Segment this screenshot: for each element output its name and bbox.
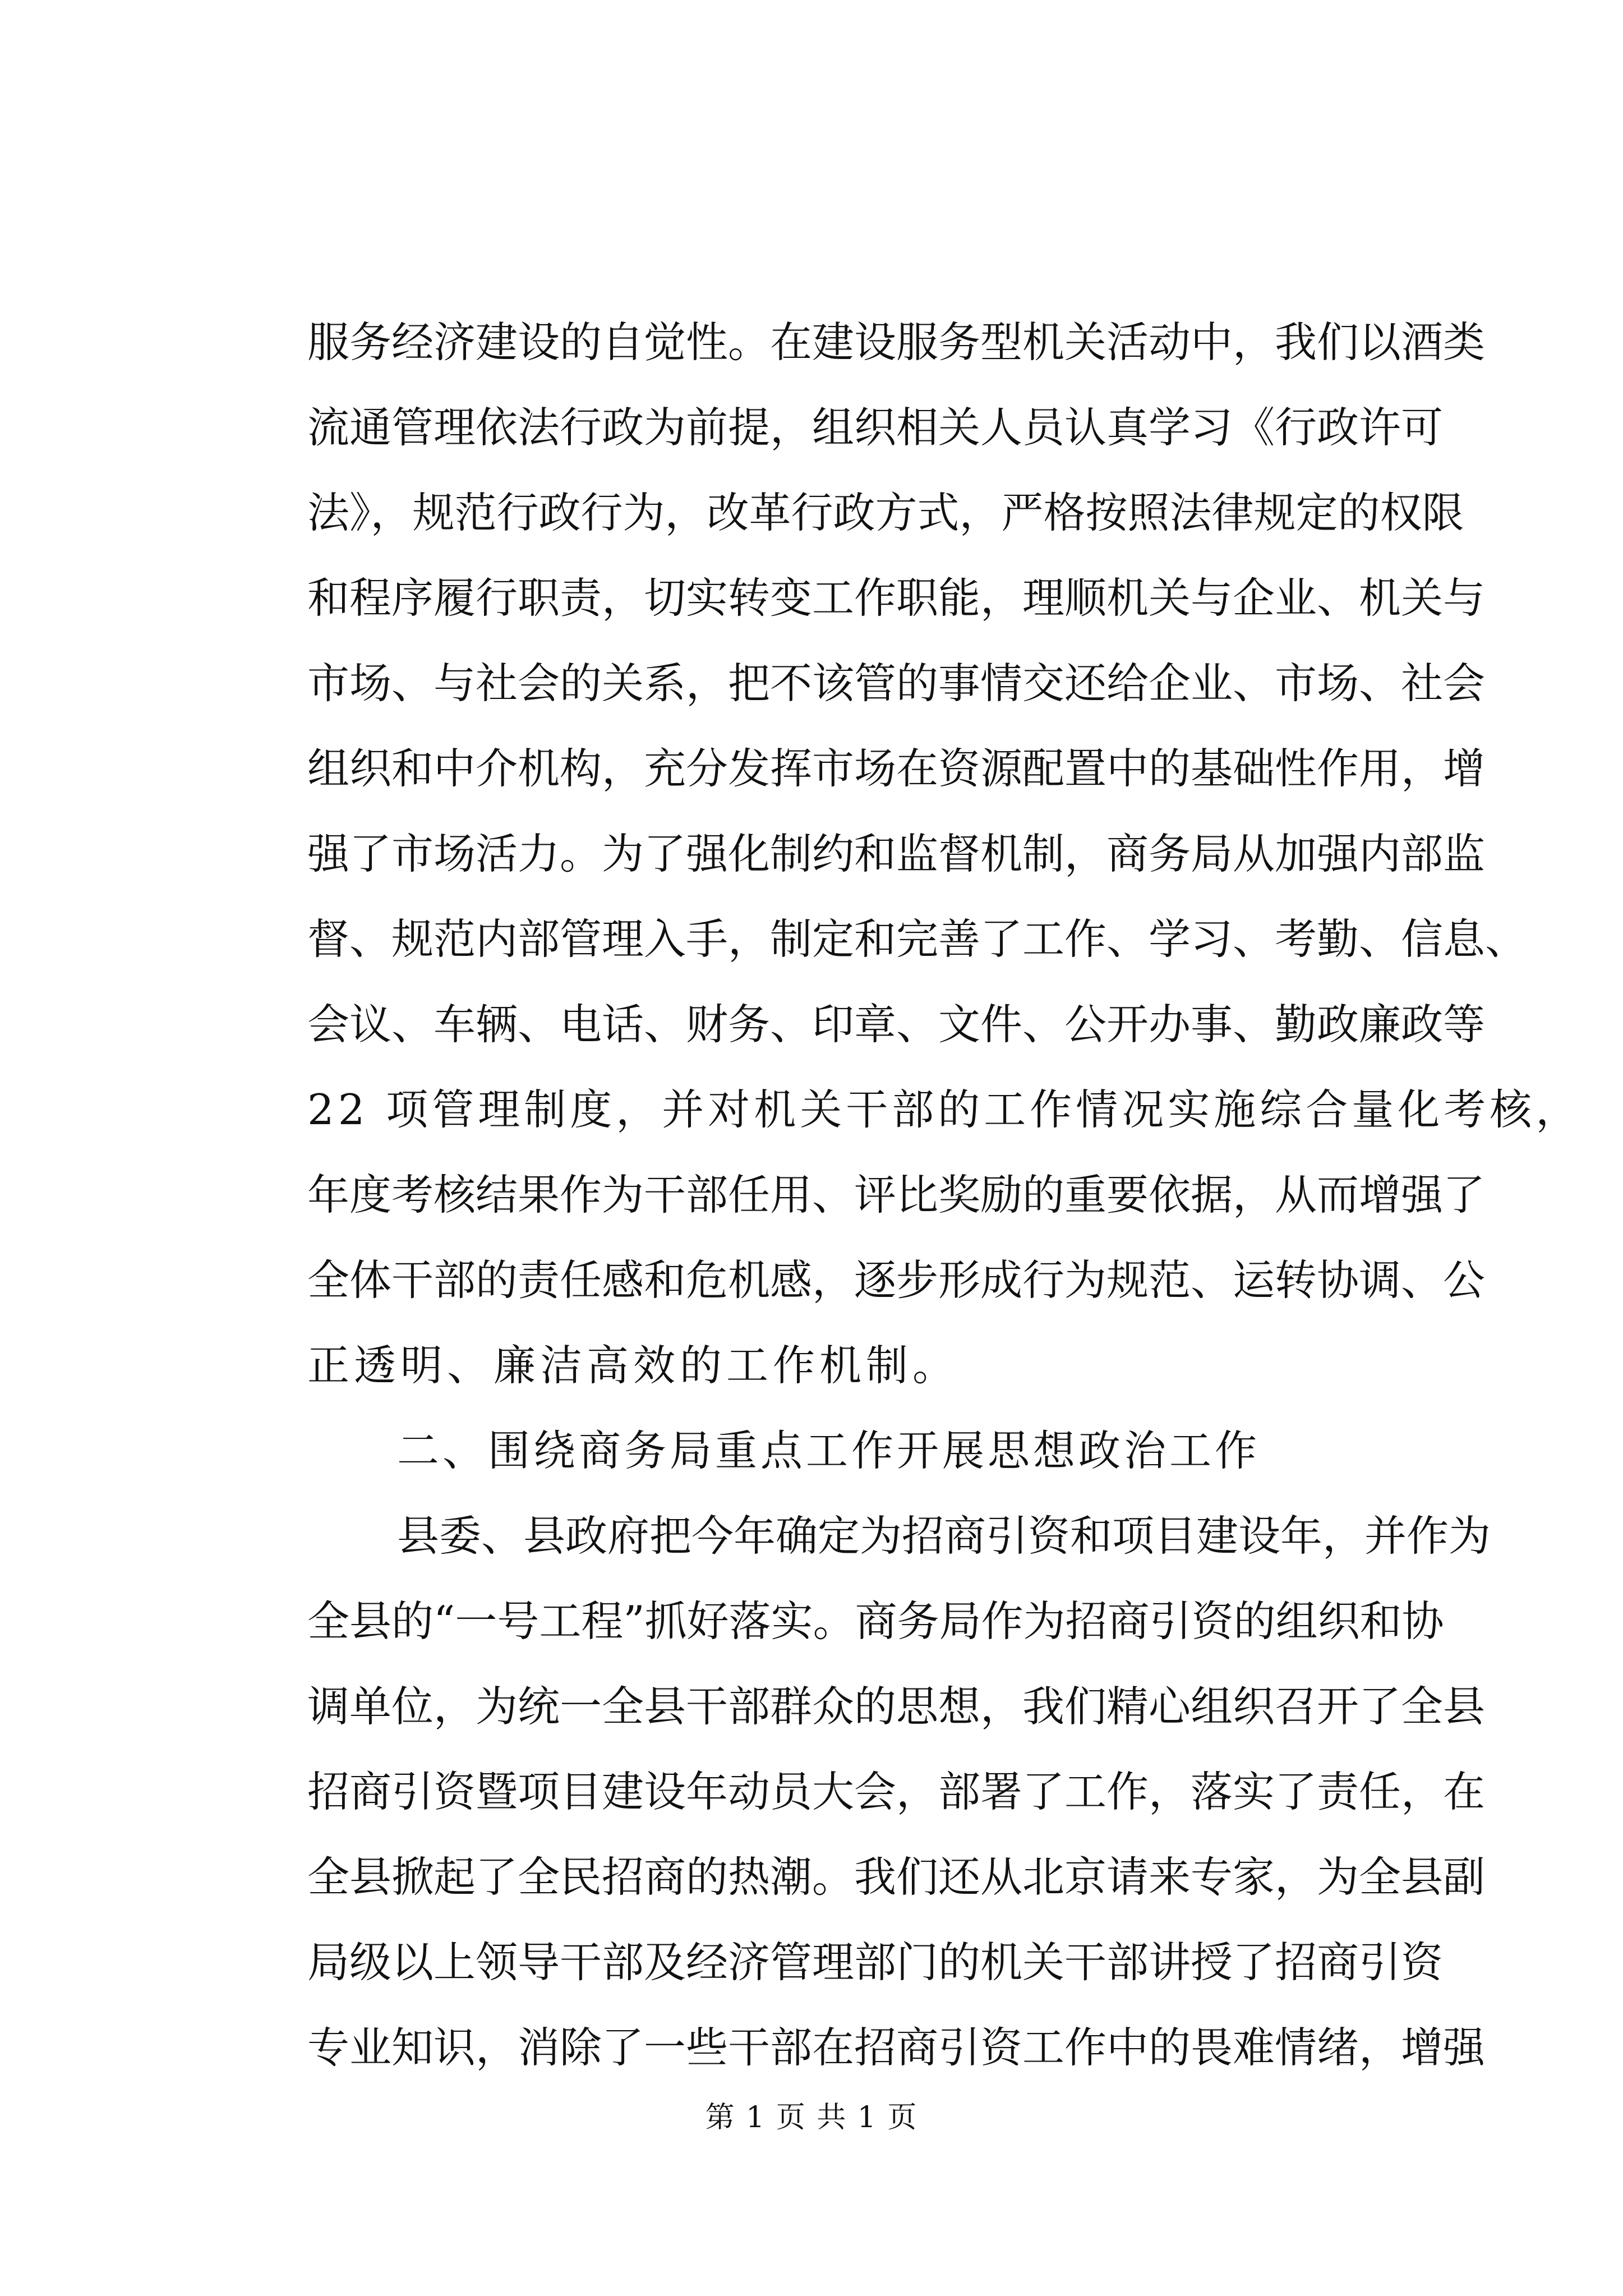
text-line: 服务经济建设的自觉性。在建设服务型机关活动中，我们以酒类 xyxy=(307,318,1486,367)
text-line: 强了市场活力。为了强化制约和监督机制，商务局从加强内部监 xyxy=(307,829,1486,878)
text-line: 会议、车辆、电话、财务、印章、文件、公开办事、勤政廉政等 xyxy=(307,1000,1486,1049)
text-line: 和程序履行职责，切实转变工作职能，理顺机关与企业、机关与 xyxy=(307,573,1486,623)
text-line: 全县掀起了全民招商的热潮。我们还从北京请来专家，为全县副 xyxy=(307,1852,1486,1902)
text-line: 专业知识，消除了一些干部在招商引资工作中的畏难情绪，增强 xyxy=(307,2023,1486,2072)
text-line: 局级以上领导干部及经济管理部门的机关干部讲授了招商引资 xyxy=(307,1938,1444,1987)
text-line: 组织和中介机构，充分发挥市场在资源配置中的基础性作用，增 xyxy=(307,744,1486,793)
text-line: 督、规范内部管理入手，制定和完善了工作、学习、考勤、信息、 xyxy=(307,914,1528,964)
text-line: 市场、与社会的关系，把不该管的事情交还给企业、市场、社会 xyxy=(307,659,1486,708)
text-line: 流通管理依法行政为前提，组织相关人员认真学习《行政许可 xyxy=(307,403,1444,452)
text-line: 全体干部的责任感和危机感，逐步形成行为规范、运转协调、公 xyxy=(307,1255,1486,1305)
text-line: 调单位，为统一全县干部群众的思想，我们精心组织召开了全县 xyxy=(307,1682,1486,1731)
text-line: 招商引资暨项目建设年动员大会，部署了工作，落实了责任，在 xyxy=(307,1767,1486,1816)
text-line: 正透明、廉洁高效的工作机制。 xyxy=(307,1341,960,1390)
text-line: 全县的“一号工程”抓好落实。商务局作为招商引资的组织和协 xyxy=(307,1596,1444,1646)
text-line: 县委、县政府把今年确定为招商引资和项目建设年，并作为 xyxy=(397,1511,1491,1561)
text-line: 年度考核结果作为干部任用、评比奖励的重要依据，从而增强了 xyxy=(307,1170,1486,1220)
section-heading: 二、围绕商务局重点工作开展思想政治工作 xyxy=(397,1426,1261,1475)
text-line: 22 项管理制度，并对机关干部的工作情况实施综合量化考核， xyxy=(307,1085,1582,1134)
page-number-footer: 第 1 页 共 1 页 xyxy=(705,2101,918,2134)
text-line: 法》，规范行政行为，改革行政方式，严格按照法律规定的权限 xyxy=(307,488,1464,537)
